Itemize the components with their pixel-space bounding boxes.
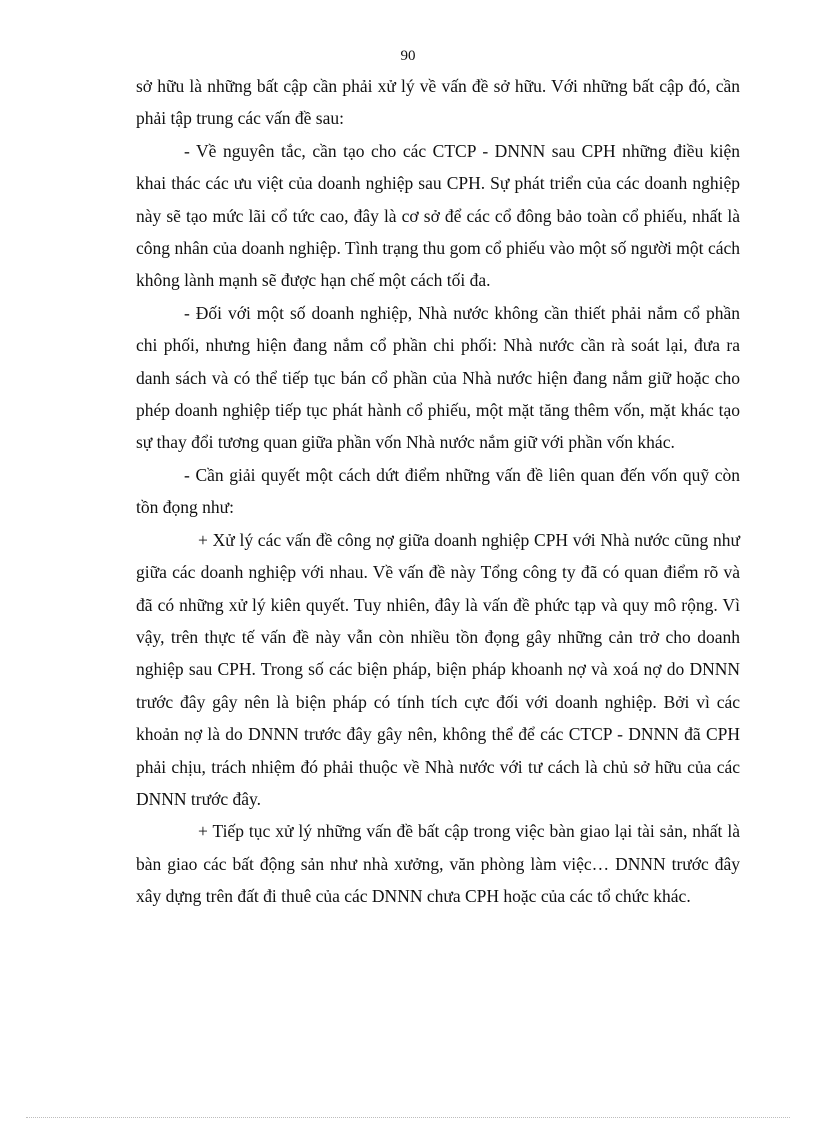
document-body bbox=[136, 70, 740, 913]
paragraph-capital-funds: - Cần giải quyết một cách dứt điểm những vấn đề liên quan đến vốn quỹ còn tồn đọng như: bbox=[136, 464, 740, 518]
paragraph-principle: - Về nguyên tắc, cần tạo cho các CTCP - DNNN sau CPH những điều kiện khai thác các ưu việt của doanh nghiệp sau CPH. Sự phát triển của các doanh nghiệp này sẽ tạo mức lãi cổ tức cao, đây là cơ sở để các cổ đông bảo toàn cổ phiếu, nhất là công nhân của doanh nghiệp. Tình trạng thu gom cổ phiếu vào một số người một cách không lành mạnh sẽ được hạn chế một cách tối đa. bbox=[136, 140, 740, 291]
paragraph-continuation: sở hữu là những bất cập cần phải xử lý về vấn đề sở hữu. Với những bất cập đó, cần phải tập trung các vấn đề sau: bbox=[136, 76, 740, 129]
paragraph-asset-handover: + Tiếp tục xử lý những vấn đề bất cập trong việc bàn giao lại tài sản, nhất là bàn giao các bất động sản như nhà xưởng, văn phòng làm việc… DNNN trước đây xây dựng trên đất đi thuê của các DNNN chưa CPH hoặc của các tổ chức khác. bbox=[136, 821, 740, 907]
page-number: 90 bbox=[400, 48, 416, 64]
paragraph-debt-handling: + Xử lý các vấn đề công nợ giữa doanh nghiệp CPH với Nhà nước cũng như giữa các doanh nghiệp với nhau. Về vấn đề này Tổng công ty đã có quan điểm rõ và đã có những xử lý kiên quyết. Tuy nhiên, đây là vấn đề phức tạp và quy mô rộng. Vì vậy, trên thực tế vấn đề này vẫn còn nhiều tồn đọng gây những cản trở cho doanh nghiệp sau CPH. Trong số các biện pháp, biện pháp khoanh nợ và xoá nợ do DNNN trước đây gây nên là biện pháp có tính tích cực đối với doanh nghiệp. Bởi vì các khoản nợ là do DNNN trước đây gây nên, không thể để các CTCP - DNNN đã CPH phải chịu, trách nhiệm đó phải thuộc về Nhà nước với tư cách là chủ sở hữu của các DNNN trước đây. bbox=[136, 529, 740, 809]
paragraph-state-shares: - Đối với một số doanh nghiệp, Nhà nước không cần thiết phải nắm cổ phần chi phối, nhưng hiện đang nắm cổ phần chi phối: Nhà nước cần rà soát lại, đưa ra danh sách và có thể tiếp tục bán cổ phần của Nhà nước hiện đang nắm giữ hoặc cho phép doanh nghiệp tiếp tục phát hành cổ phiếu, một mặt tăng thêm vốn, mặt khác tạo sự thay đổi tương quan giữa phần vốn Nhà nước nắm giữ với phần vốn khác. bbox=[136, 302, 740, 453]
footer-divider bbox=[26, 1117, 790, 1118]
